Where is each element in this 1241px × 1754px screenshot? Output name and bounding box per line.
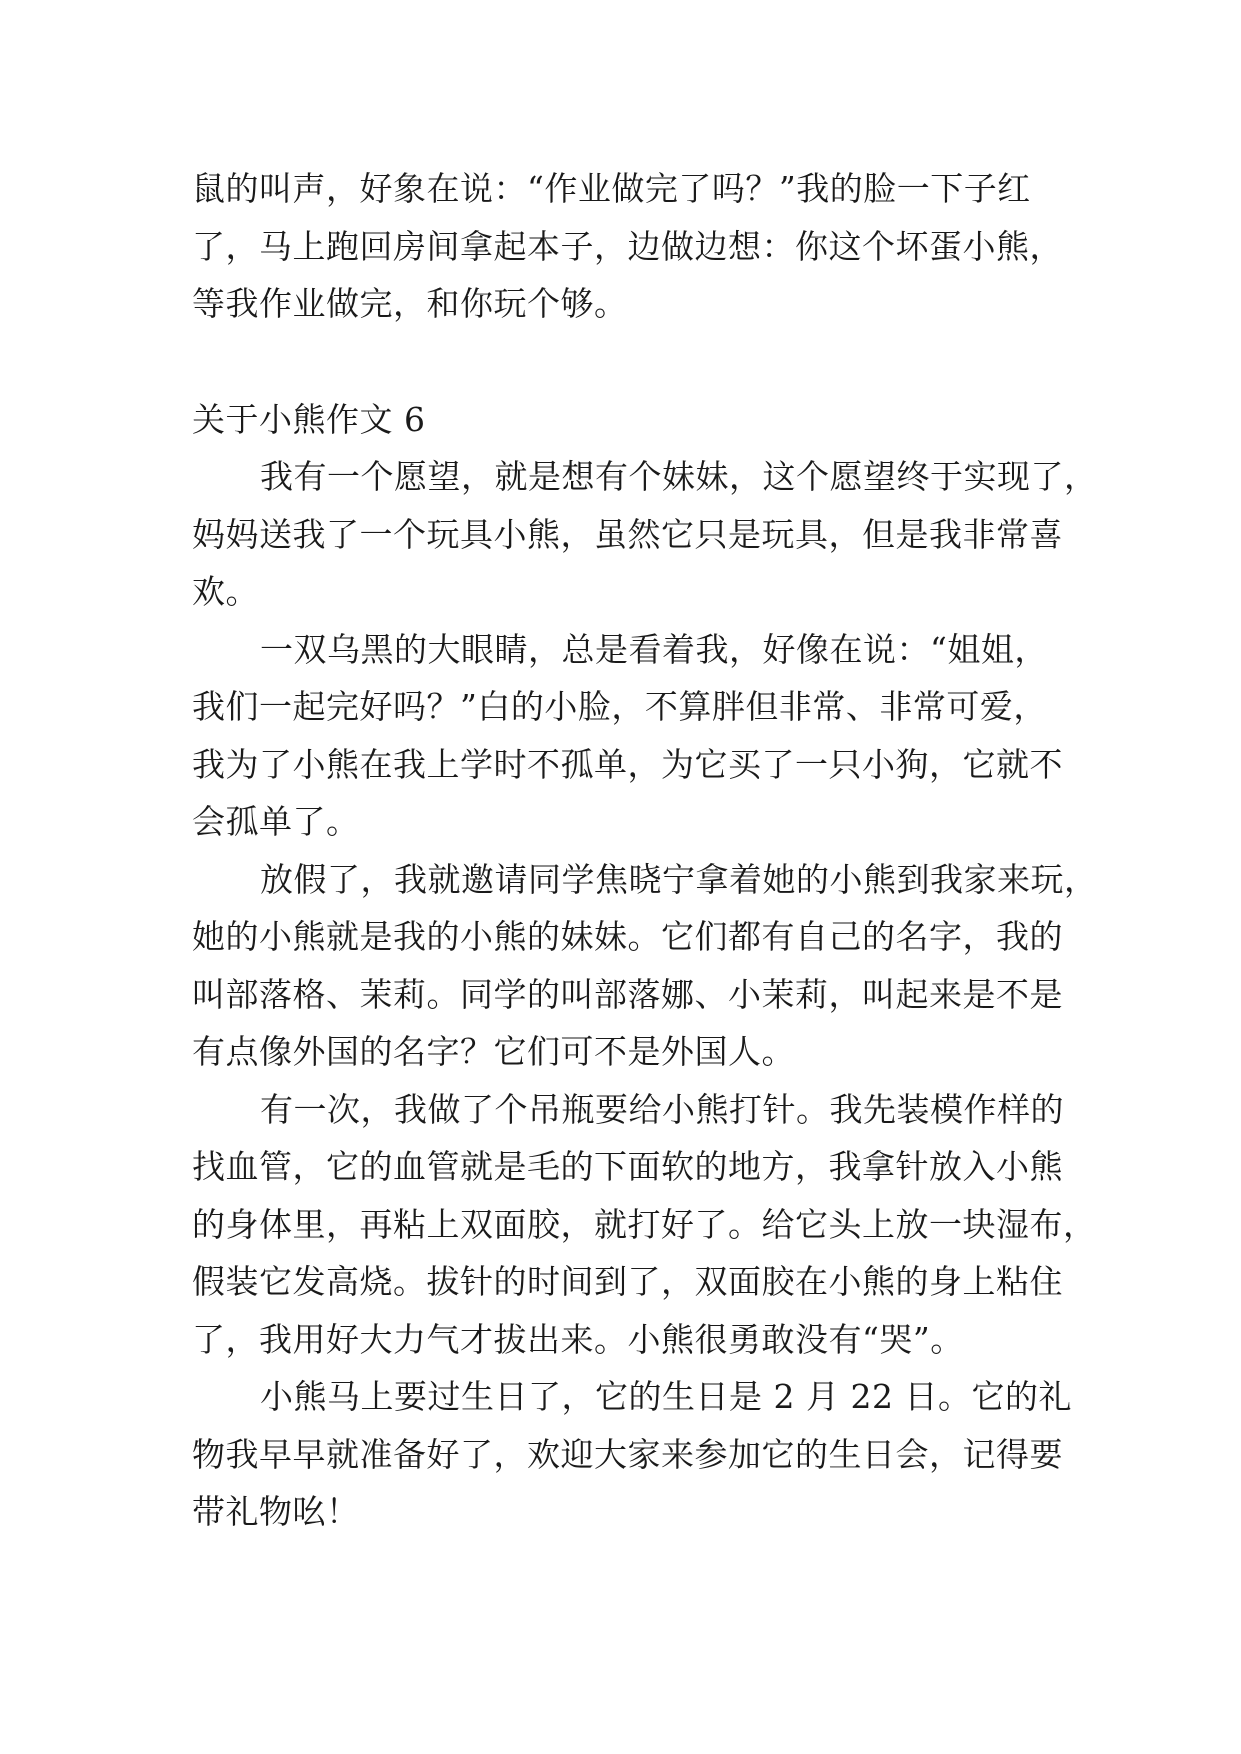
text-line: 她的小熊就是我的小熊的妹妹。它们都有自己的名字，我的	[192, 917, 1063, 956]
text-line: 有一次，我做了个吊瓶要给小熊打针。我先装模作样的	[260, 1089, 1064, 1129]
section-gap	[192, 333, 1072, 391]
text-line: 小熊马上要过生日了，它的生日是 2 月 22 日。它的礼	[260, 1377, 1072, 1416]
text-line: 有点像外国的名字？它们可不是外国人。	[192, 1032, 795, 1071]
paragraph-1	[192, 448, 1098, 621]
text-line: 物我早早就准备好了，欢迎大家来参加它的生日会，记得要	[192, 1434, 1063, 1474]
text-line: 叫部落格、茉莉。同学的叫部落娜、小茉莉，叫起来是不是	[192, 974, 1063, 1014]
paragraph-5	[192, 1368, 1072, 1541]
document-page	[192, 160, 1098, 1541]
text-line: 了，我用好大力气才拔出来。小熊很勇敢没有“哭”。	[192, 1319, 964, 1359]
text-line: 妈妈送我了一个玩具小熊，虽然它只是玩具，但是我非常喜	[192, 514, 1063, 554]
paragraph-4	[192, 1081, 1097, 1369]
text-line: 假装它发高烧。拔针的时间到了，双面胶在小熊的身上粘住	[192, 1262, 1063, 1301]
text-line: 鼠的叫声，好象在说：“作业做完了吗？”我的脸一下子红	[192, 169, 1031, 208]
text-line: 我为了小熊在我上学时不孤单，为它买了一只小狗，它就不	[192, 744, 1063, 784]
text-line: 放假了，我就邀请同学焦晓宁拿着她的小熊到我家来玩，	[260, 859, 1098, 899]
text-line: 一双乌黑的大眼睛，总是看着我，好像在说：“姐姐，	[260, 629, 1048, 669]
continuation-paragraph	[192, 160, 1072, 333]
text-line: 的身体里，再粘上双面胶，就打好了。给它头上放一块湿布，	[192, 1204, 1097, 1244]
text-line: 会孤单了。	[192, 802, 360, 841]
text-line: 我有一个愿望，就是想有个妹妹，这个愿望终于实现了，	[260, 457, 1098, 496]
text-line: 了，马上跑回房间拿起本子，边做边想：你这个坏蛋小熊，	[192, 226, 1063, 266]
text-line: 等我作业做完，和你玩个够。	[192, 284, 628, 323]
section-title: 关于小熊作文 6	[192, 399, 426, 439]
text-line: 找血管，它的血管就是毛的下面软的地方，我拿针放入小熊	[192, 1147, 1063, 1186]
paragraph-2	[192, 621, 1072, 851]
paragraph-3	[192, 851, 1098, 1081]
text-line: 欢。	[192, 572, 259, 611]
text-line: 带礼物吆！	[192, 1492, 360, 1531]
text-line: 我们一起完好吗？”白的小脸，不算胖但非常、非常可爱，	[192, 687, 1047, 726]
